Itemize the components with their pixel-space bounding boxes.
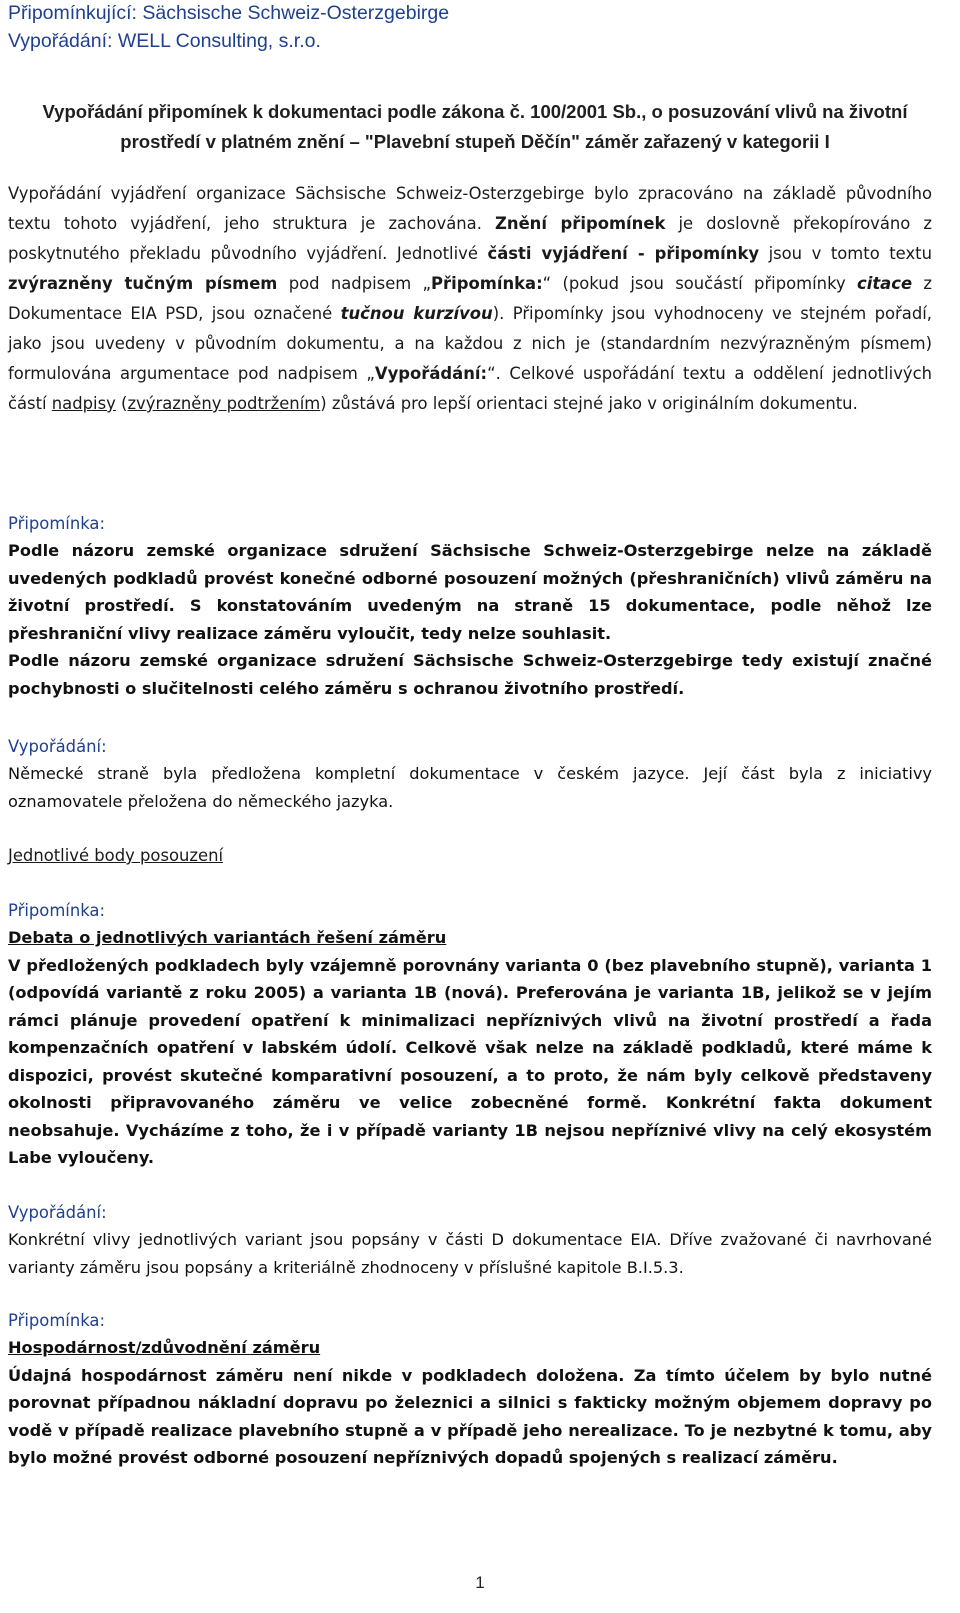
intro-paragraph — [8, 179, 932, 419]
comment-1-paragraph-1: Podle názoru zemské organizace sdružení Sächsische Schweiz-Osterzgebirge nelze na základě uvedených podkladů provést konečné odborné posouzení možných (přeshraničních) vlivů záměru na životní prostředí. S konstatováním uvedeným na straně 15 dokumentace, podle něhož lze přeshraniční vlivy realizace záměru vyloučit, tedy nelze souhlasit. — [8, 541, 932, 643]
comment-block-3 — [8, 1334, 932, 1472]
intro-text-8: “. Celkové uspořádání textu a oddělení jednotlivých částí — [8, 364, 932, 413]
comment-2-heading: Debata o jednotlivých variantách řešení záměru — [8, 928, 447, 947]
title-line-1: Vypořádání připomínek k dokumentaci podle zákona č. 100/2001 Sb., o posuzování vlivů na životní — [42, 101, 908, 122]
comment-1-paragraph-2: Podle názoru zemské organizace sdružení Sächsische Schweiz-Osterzgebirge tedy existují značné pochybnosti o slučitelnosti celého záměru s ochranou životního prostředí. — [8, 651, 932, 698]
intro-text-7: ). Připomínky jsou vyhodnoceny ve stejném pořadí, jako jsou uvedeny v původním dokumentu, a na každou z nich je (standardním nezvýrazněným písmem) formulována argumentace pod nadpisem „ — [8, 304, 932, 383]
intro-bold-italic-1: citace — [857, 274, 913, 293]
intro-text-5: “ (pokud jsou součástí připomínky — [542, 274, 857, 293]
comment-2-body: V předložených podkladech byly vzájemně porovnány varianta 0 (bez plavebního stupně), varianta 1 (odpovídá variantě z roku 2005) a varianta 1B (nová). Preferována je varianta 1B, jelikož se v jejím rámci plánuje provedení opatření k minimalizaci nepříznivých vlivů na životní prostředí a řada kompenzačních opatření v labském údolí. Celkově však nelze na základě podkladů, které máme k dispozici, provést skutečné komparativní posouzení, a to proto, že nám byly celkově představeny okolnosti připravovaného záměru ve velice zobecněné formě. Konkrétní fakta dokument neobsahuje. Vycházíme z toho, že i v případě varianty 1B nejsou nepříznivé vlivy na celý ekosystém Labe vyloučeny. — [8, 955, 932, 1167]
intro-text-2: je doslovně překopírováno z poskytnutého překladu původního vyjádření. Jednotlivé — [8, 214, 933, 263]
response-body-1: Německé straně byla předložena kompletní dokumentace v českém jazyce. Její část byla z iniciativy oznamovatele přeložena do německého jazyka. — [8, 764, 932, 811]
comment-label-1: Připomínka: — [8, 514, 105, 533]
intro-underline-2: zvýrazněny podtržením — [127, 394, 321, 413]
header-reviewer: Připomínkující: Sächsische Schweiz-Osterzgebirge — [8, 2, 450, 24]
intro-text-10: ) zůstává pro lepší orientaci stejné jako v originálním dokumentu. — [320, 394, 858, 413]
comment-body-1 — [8, 537, 932, 702]
comment-3-body: Údajná hospodárnost záměru není nikde v podkladech doložena. Za tímto účelem by bylo nutné porovnat případnou nákladní dopravu po železnici a silnici s fakticky možným objemem dopravy po vodě v případě realizace plavebního stupně a v případě jeho nerealizace. To je nezbytné k tomu, aby bylo možné provést odborné posouzení nepříznivých dopadů spojených s realizací záměru. — [8, 1365, 932, 1467]
intro-text-4: pod nadpisem „ — [277, 274, 432, 293]
document-title — [8, 97, 942, 157]
intro-text-6: z Dokumentace EIA PSD, jsou označené — [8, 274, 932, 323]
intro-text-3: jsou v tomto textu — [759, 244, 932, 263]
intro-text-1: Vypořádání vyjádření organizace Sächsische Schweiz-Osterzgebirge bylo zpracováno na základě původního textu tohoto vyjádření, jeho struktura je zachována. — [8, 184, 932, 233]
intro-bold-5: Vypořádání: — [374, 364, 488, 383]
response-body-2: Konkrétní vlivy jednotlivých variant jsou popsány v části D dokumentace EIA. Dříve zvažované či navrhované varianty záměru jsou popsány a kriteriálně zhodnoceny v příslušné kapitole B.I.5.3. — [8, 1230, 932, 1277]
comment-block-2 — [8, 924, 932, 1172]
comment-label-2: Připomínka: — [8, 901, 105, 920]
response-label-1: Vypořádání: — [8, 737, 107, 756]
intro-bold-3: zvýrazněny tučným písmem — [8, 274, 278, 293]
intro-bold-italic-2: tučnou kurzívou — [340, 304, 493, 323]
intro-underline-1: nadpisy — [51, 394, 116, 413]
comment-label-3: Připomínka: — [8, 1311, 105, 1330]
response-label-2: Vypořádání: — [8, 1203, 107, 1222]
intro-bold-1: Znění připomínek — [495, 214, 666, 233]
intro-bold-2: části vyjádření - připomínky — [487, 244, 760, 263]
title-line-2: prostředí v platném znění – "Plavební stupeň Děčín" záměr zařazený v kategorii I — [120, 131, 830, 152]
intro-bold-4: Připomínka: — [431, 274, 543, 293]
section-heading-points: Jednotlivé body posouzení — [8, 846, 224, 865]
page-number: 1 — [475, 1573, 485, 1592]
comment-3-heading: Hospodárnost/zdůvodnění záměru — [8, 1338, 321, 1357]
header-settlement: Vypořádání: WELL Consulting, s.r.o. — [8, 30, 321, 52]
intro-text-9: ( — [115, 394, 128, 413]
